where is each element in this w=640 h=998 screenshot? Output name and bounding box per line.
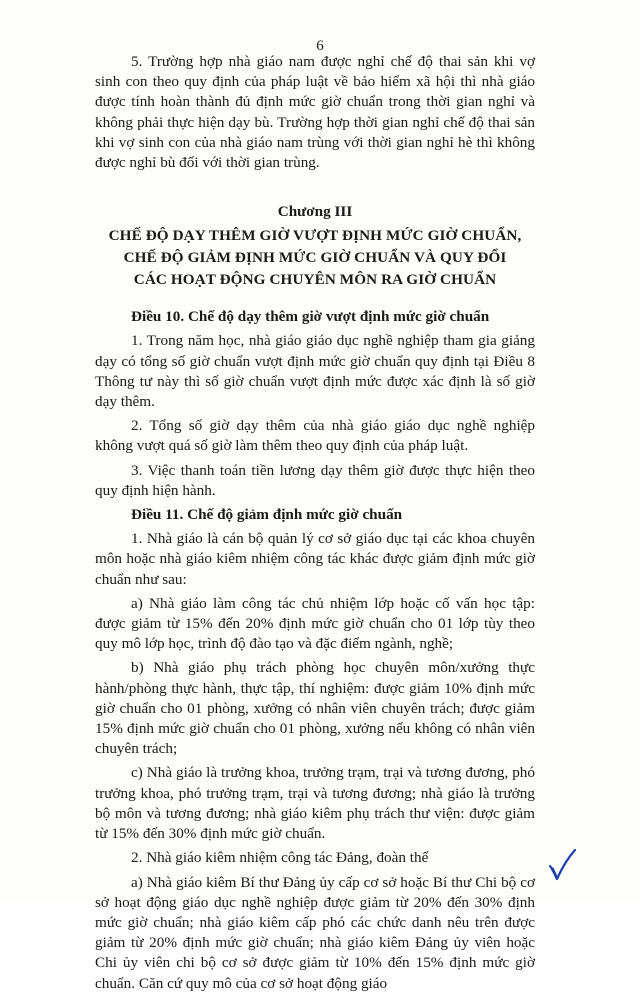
article-11-paragraph: a) Nhà giáo làm công tác chủ nhiệm lớp hoặc cố vấn học tập: được giảm từ 15% đến 20% định mức giờ chuẩn cho 01 lớp tùy theo quy mô lớp học, trình độ đào tạo và đặc điểm ngành, nghề; [95, 594, 535, 653]
article-11-heading: Điều 11. Chế độ giảm định mức giờ chuẩn [131, 506, 403, 524]
article-10-paragraph: 3. Việc thanh toán tiền lương dạy thêm giờ được thực hiện theo quy định hiện hành. [95, 461, 535, 499]
chapter-title-line-2: CHẾ ĐỘ GIẢM ĐỊNH MỨC GIỜ CHUẨN VÀ QUY ĐỔI [123, 249, 507, 267]
article-11-paragraph: 1. Nhà giáo là cán bộ quản lý cơ sở giáo dục tại các khoa chuyên môn hoặc nhà giáo kiêm nhiệm công tác khác được giảm định mức giờ chuẩn như sau: [95, 530, 535, 588]
page-number: 6 [316, 38, 324, 54]
chapter-title-line-1: CHẾ ĐỘ DẠY THÊM GIỜ VƯỢT ĐỊNH MỨC GIỜ CHUẨN, [108, 227, 522, 245]
article-10-heading: Điều 10. Chế độ dạy thêm giờ vượt định mức giờ chuẩn [131, 308, 490, 326]
article-11-paragraph: c) Nhà giáo là trưởng khoa, trưởng trạm, trại và tương đương, phó trưởng khoa, phó trưởng trạm, trại và tương đương; nhà giáo là trưởng bộ môn và tương đương; nhà giáo kiêm phụ trách thư viện: được giảm từ 15% đến 30% định mức giờ chuẩn. [95, 764, 535, 843]
article-10-paragraph: 2. Tổng số giờ dạy thêm của nhà giáo giáo dục nghề nghiệp không vượt quá số giờ làm thêm theo quy định của pháp luật. [95, 417, 535, 455]
document-body [95, 52, 535, 998]
chapter-title-line-3: CÁC HOẠT ĐỘNG CHUYÊN MÔN RA GIỜ CHUẨN [133, 271, 497, 289]
chapter-heading [95, 201, 535, 291]
chapter-label: Chương III [277, 203, 353, 221]
article-11-paragraph: b) Nhà giáo phụ trách phòng học chuyên môn/xưởng thực hành/phòng thực hành, thực tập, thí nghiệm: được giảm 10% định mức giờ chuẩn cho 01 phòng, xưởng có nhân viên chuyên trách; được giảm 15% định mức giờ chuẩn cho 01 phòng, xưởng nếu không có nhân viên chuyên trách; [95, 659, 535, 758]
handwritten-checkmark-icon [547, 848, 577, 882]
article-11-paragraph: a) Nhà giáo kiêm Bí thư Đảng ủy cấp cơ sở hoặc Bí thư Chi bộ cơ sở hoạt động giáo dục nghề nghiệp được giảm từ 20% đến 30% định mức giờ chuẩn; nhà giáo kiêm cấp phó các chức danh nêu trên được giảm từ 20% định mức giờ chuẩn; nhà giáo kiêm Đảng ủy viên hoặc Chi ủy viên chi bộ cơ sở được giảm từ 10% đến 15% định mức giờ chuẩn. Căn cứ quy mô của cơ sở hoạt động giáo [95, 873, 535, 992]
article-11-paragraph: 2. Nhà giáo kiêm nhiệm công tác Đảng, đoàn thể [131, 849, 429, 867]
article-10-paragraph: 1. Trong năm học, nhà giáo giáo dục nghề nghiệp tham gia giảng dạy có tổng số giờ chuẩn vượt định mức giờ chuẩn quy định tại Điều 8 Thông tư này thì số giờ chuẩn vượt định mức được xác định là số giờ dạy thêm. [95, 332, 535, 411]
intro-paragraph: 5. Trường hợp nhà giáo nam được nghỉ chế độ thai sản khi vợ sinh con theo quy định của pháp luật về bảo hiểm xã hội thì nhà giáo được tính hoàn thành đủ định mức giờ chuẩn trong thời gian nghỉ và không phải thực hiện dạy bù. Trường hợp thời gian nghỉ chế độ thai sản khi vợ sinh con của nhà giáo nam trùng với thời gian nghỉ hè thì không được nghỉ bù đối với thời gian trùng. [95, 53, 535, 172]
